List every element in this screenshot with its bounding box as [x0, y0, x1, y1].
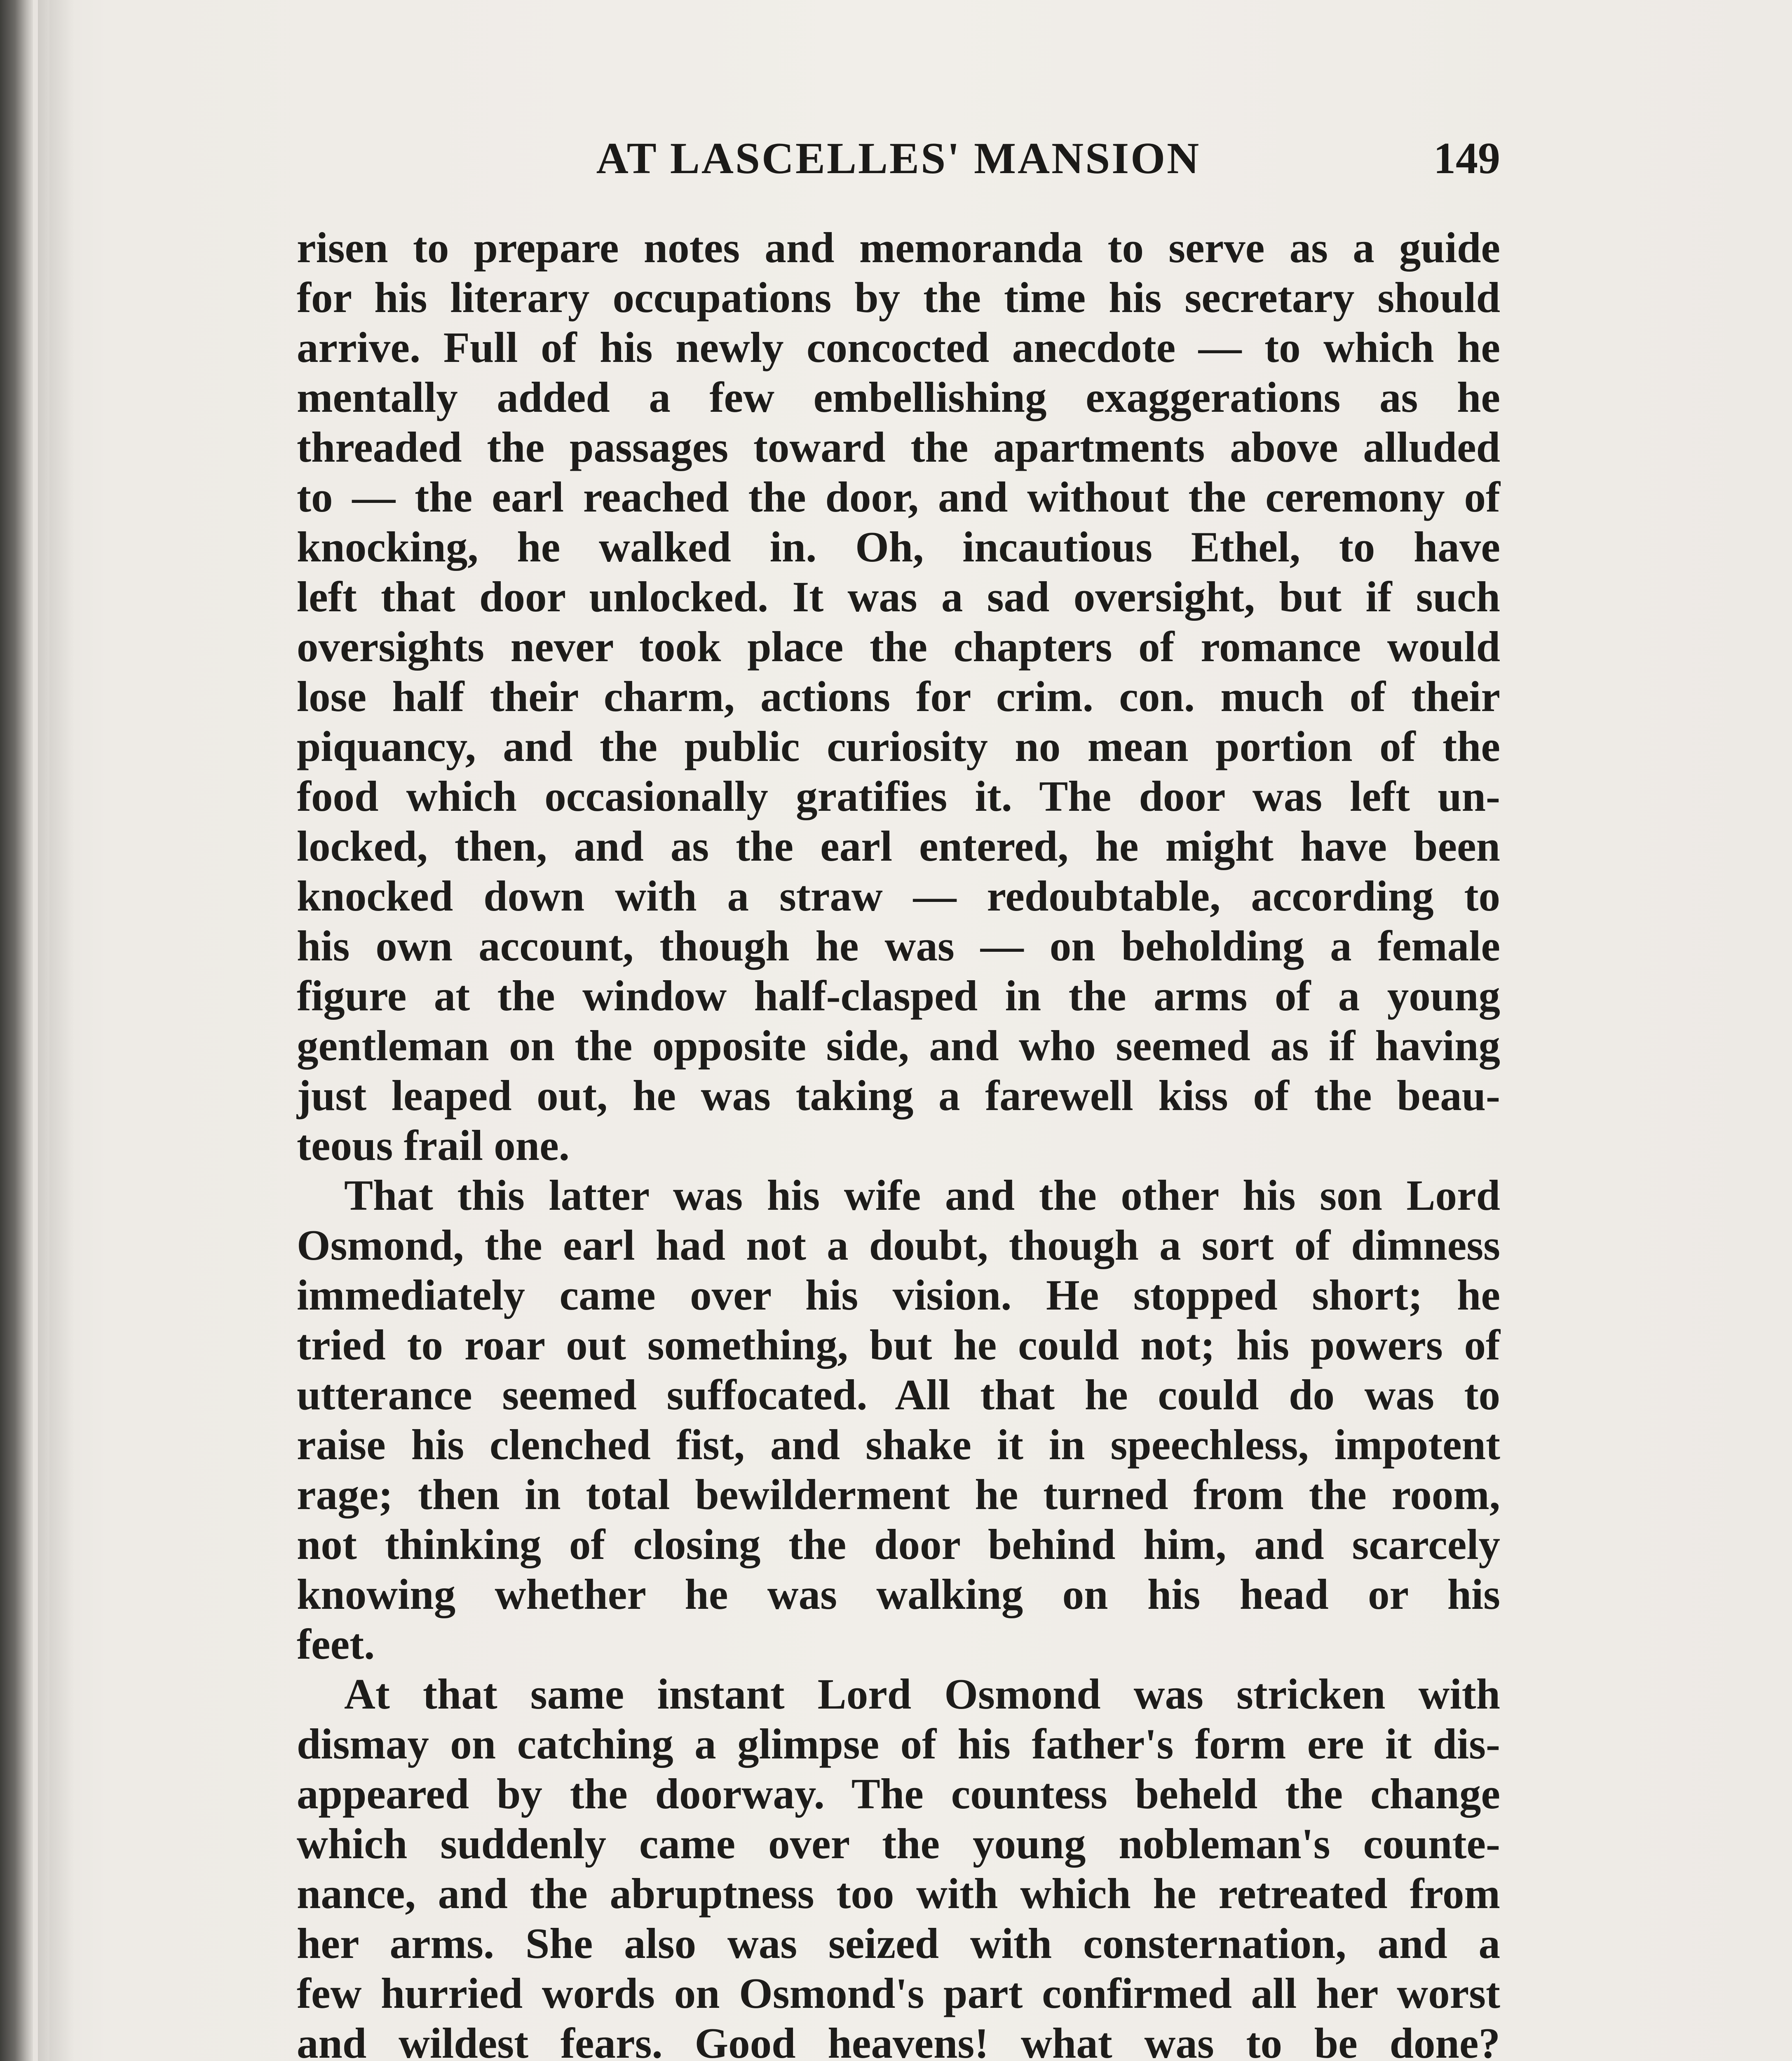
- text-line: oversights never took place the chapters of romance would: [297, 622, 1500, 671]
- text-line: left that door unlocked. It was a sad oversight, but if such: [297, 573, 1500, 621]
- text-line: Osmond, the earl had not a doubt, though a sort of dimness: [297, 1221, 1500, 1269]
- text-line: That this latter was his wife and the other his son Lord: [344, 1171, 1500, 1219]
- text-line: her arms. She also was seized with consternation, and a: [297, 1919, 1500, 1967]
- body-text: [297, 223, 1500, 2061]
- text-line: just leaped out, he was taking a farewell kiss of the beau-: [297, 1071, 1500, 1120]
- page-number: 149: [1433, 134, 1500, 183]
- text-line: gentleman on the opposite side, and who seemed as if having: [297, 1021, 1500, 1070]
- text-line: knocking, he walked in. Oh, incautious Ethel, to have: [297, 523, 1500, 571]
- text-line: piquancy, and the public curiosity no mean portion of the: [297, 722, 1500, 770]
- running-title: AT LASCELLES' MANSION: [596, 134, 1201, 183]
- text-line: nance, and the abruptness too with which he retreated from: [297, 1869, 1500, 1918]
- text-line: risen to prepare notes and memoranda to serve as a guide: [297, 223, 1500, 272]
- text-line: mentally added a few embellishing exaggerations as he: [297, 373, 1500, 421]
- text-line: rage; then in total bewilderment he turned from the room,: [297, 1470, 1500, 1519]
- text-line: immediately came over his vision. He stopped short; he: [297, 1271, 1500, 1319]
- text-line: knowing whether he was walking on his head or his: [297, 1570, 1500, 1618]
- text-line: and wildest fears. Good heavens! what was to be done?: [297, 2019, 1500, 2061]
- text-line: At that same instant Lord Osmond was stricken with: [344, 1670, 1500, 1718]
- text-line: few hurried words on Osmond's part confirmed all her worst: [297, 1969, 1500, 2017]
- fold-shade: [49, 0, 74, 2061]
- text-line: for his literary occupations by the time his secretary should: [297, 273, 1500, 322]
- text-line: appeared by the doorway. The countess beheld the change: [297, 1770, 1500, 1818]
- text-line: threaded the passages toward the apartments above alluded: [297, 423, 1500, 471]
- text-line: knocked down with a straw — redoubtable, according to: [297, 872, 1500, 920]
- binding-shadow: [0, 0, 33, 2061]
- page-edge: [38, 0, 49, 2061]
- text-line: teous frail one.: [297, 1121, 570, 1169]
- text-line: utterance seemed suffocated. All that he could do was to: [297, 1371, 1500, 1419]
- text-line: figure at the window half-clasped in the arms of a young: [297, 972, 1500, 1020]
- text-line: to — the earl reached the door, and without the ceremony of: [297, 473, 1500, 521]
- text-line: tried to roar out something, but he could not; his powers of: [297, 1321, 1500, 1369]
- text-line: arrive. Full of his newly concocted anecdote — to which he: [297, 323, 1500, 371]
- text-line: food which occasionally gratifies it. The door was left un-: [297, 772, 1500, 820]
- text-line: which suddenly came over the young nobleman's counte-: [297, 1819, 1500, 1868]
- text-line: dismay on catching a glimpse of his father's form ere it dis-: [297, 1720, 1500, 1768]
- text-line: locked, then, and as the earl entered, he might have been: [297, 822, 1500, 870]
- text-line: raise his clenched fist, and shake it in speechless, impotent: [297, 1420, 1500, 1469]
- running-header: [297, 130, 1500, 188]
- text-line: feet.: [297, 1620, 375, 1668]
- text-line: not thinking of closing the door behind him, and scarcely: [297, 1520, 1500, 1568]
- text-line: his own account, though he was — on beholding a female: [297, 922, 1500, 970]
- text-line: lose half their charm, actions for crim. con. much of their: [297, 672, 1500, 721]
